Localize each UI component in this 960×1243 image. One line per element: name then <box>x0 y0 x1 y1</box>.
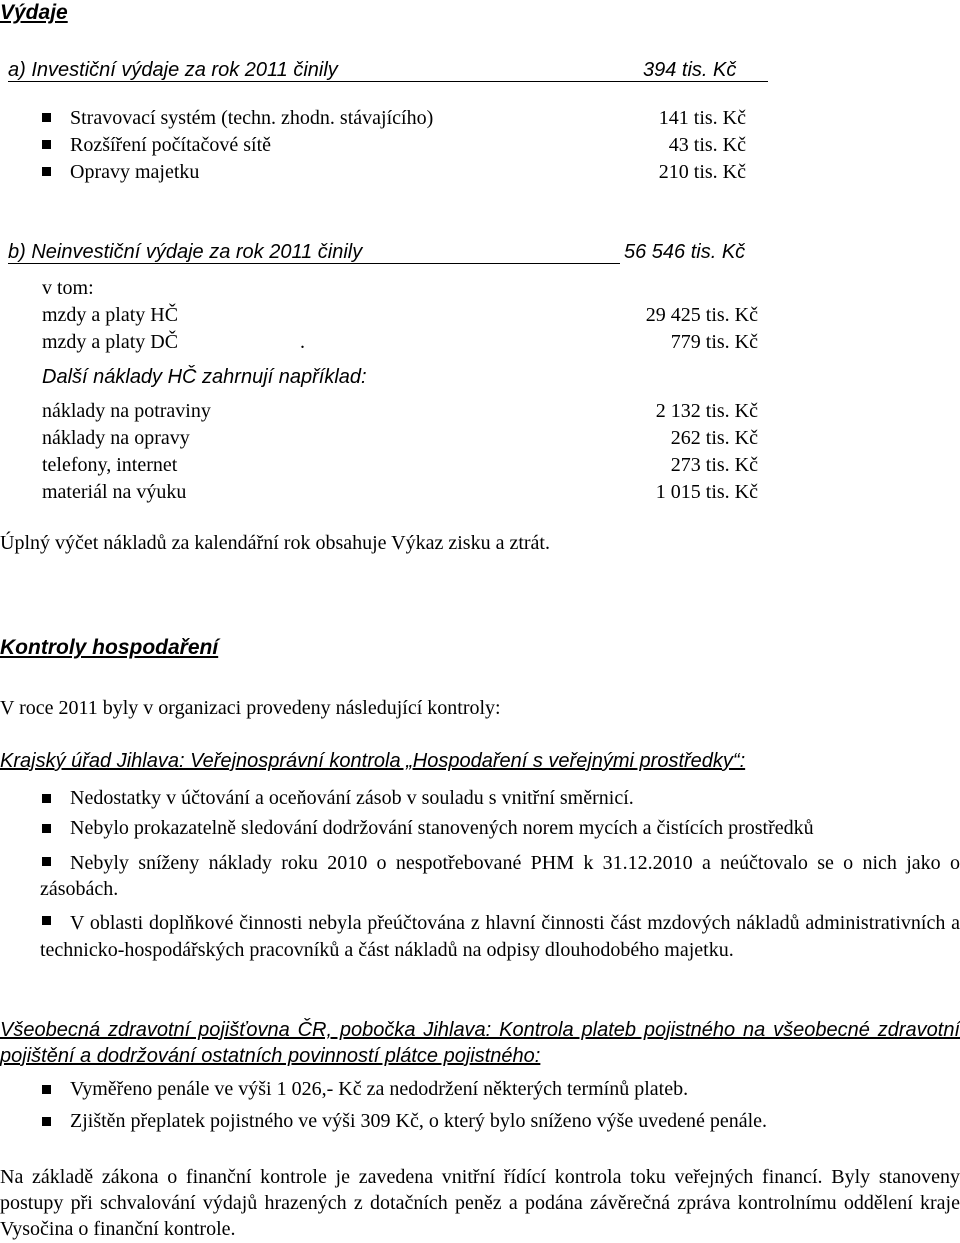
investicni-total: 394 tis. Kč <box>643 59 737 81</box>
naklady-item-label: náklady na potraviny <box>42 400 211 422</box>
investicni-item-label: Stravovací systém (techn. zhodn. stávajícího) <box>70 107 434 129</box>
investicni-item-label: Rozšíření počítačové sítě <box>70 134 272 156</box>
section-title-vydaje: Výdaje <box>0 1 68 24</box>
investicni-item-value: 43 tis. Kč <box>668 134 746 156</box>
investicni-label: a) Investiční výdaje za rok 2011 činily <box>8 59 338 81</box>
vtom-label: v tom: <box>42 277 94 299</box>
kraj-heading: Krajský úřad Jihlava: Veřejnosprávní kontrola „Hospodaření s veřejnými prostředky“: <box>0 750 746 772</box>
bullet-icon <box>42 824 51 833</box>
bullet-icon <box>42 140 51 149</box>
naklady-item-label: telefony, internet <box>42 454 178 476</box>
vzp-heading: Všeobecná zdravotní pojišťovna ČR, pobočka Jihlava: Kontrola plateb pojistného na všeobecné zdravotní pojištění a dodržování ostatních povinností plátce pojistného: <box>0 1019 960 1067</box>
bullet-icon <box>42 167 51 176</box>
neinvesticni-underline <box>8 263 620 264</box>
investicni-item-value: 141 tis. Kč <box>658 107 746 129</box>
vzp-item: Zjištěn přeplatek pojistného ve výši 309 Kč, o který bylo sníženo výše uvedené penále. <box>70 1110 768 1132</box>
bullet-icon <box>42 113 51 122</box>
investicni-item-label: Opravy majetku <box>70 161 200 183</box>
naklady-item-value: 2 132 tis. Kč <box>655 400 758 422</box>
kraj-item: Nedostatky v účtování a oceňování zásob v souladu s vnitřní směrnicí. <box>70 787 634 809</box>
mzdy-dc-value: 779 tis. Kč <box>670 331 758 353</box>
closing-paragraph: Na základě zákona o finanční kontrole je zavedena vnitřní řídící kontrola toku veřejných financí. Byly stanoveny postupy při schvalování výdajů hrazených z dotačních peněz a podána závěrečná zpráva kontrolnímu oddělení kraje Vysočina o finanční kontrole. <box>0 1166 960 1240</box>
vzp-item: Vyměřeno penále ve výši 1 026,- Kč za nedodržení některých termínů plateb. <box>70 1078 689 1100</box>
mzdy-dc-dot: . <box>300 331 305 353</box>
naklady-item-value: 273 tis. Kč <box>670 454 758 476</box>
kraj-item: V oblasti doplňkové činnosti nebyla přeúčtována z hlavní činnosti část mzdových nákladů administrativních a technicko-hospodářských pracovníků a část nákladů na odpisy dlouhodobého majetku. <box>40 912 960 961</box>
neinvesticni-total: 56 546 tis. Kč <box>624 241 746 263</box>
bullet-icon <box>42 1117 51 1126</box>
kontroly-intro: V roce 2011 byly v organizaci provedeny následující kontroly: <box>0 697 501 719</box>
bullet-icon <box>42 1085 51 1094</box>
naklady-item-label: náklady na opravy <box>42 427 190 449</box>
dalsi-naklady-label: Další náklady HČ zahrnují například: <box>42 366 367 388</box>
mzdy-hc-value: 29 425 tis. Kč <box>645 304 758 326</box>
investicni-underline <box>8 81 768 82</box>
investicni-item-value: 210 tis. Kč <box>658 161 746 183</box>
neinvesticni-label: b) Neinvestiční výdaje za rok 2011 činily <box>8 241 363 263</box>
mzdy-hc-label: mzdy a platy HČ <box>42 304 179 326</box>
bullet-icon <box>42 794 51 803</box>
section-title-kontroly: Kontroly hospodaření <box>0 636 219 659</box>
naklady-item-value: 1 015 tis. Kč <box>655 481 758 503</box>
kraj-item: Nebyly sníženy náklady roku 2010 o nespotřebované PHM k 31.12.2010 a neúčtovalo se o nich jako o zásobách. <box>40 852 960 900</box>
vydaje-note: Úplný výčet nákladů za kalendářní rok obsahuje Výkaz zisku a ztrát. <box>0 532 550 554</box>
mzdy-dc-label: mzdy a platy DČ <box>42 331 179 353</box>
kraj-item: Nebylo prokazatelně sledování dodržování stanovených norem mycích a čistících prostředků <box>70 817 814 839</box>
naklady-item-value: 262 tis. Kč <box>670 427 758 449</box>
naklady-item-label: materiál na výuku <box>42 481 187 503</box>
